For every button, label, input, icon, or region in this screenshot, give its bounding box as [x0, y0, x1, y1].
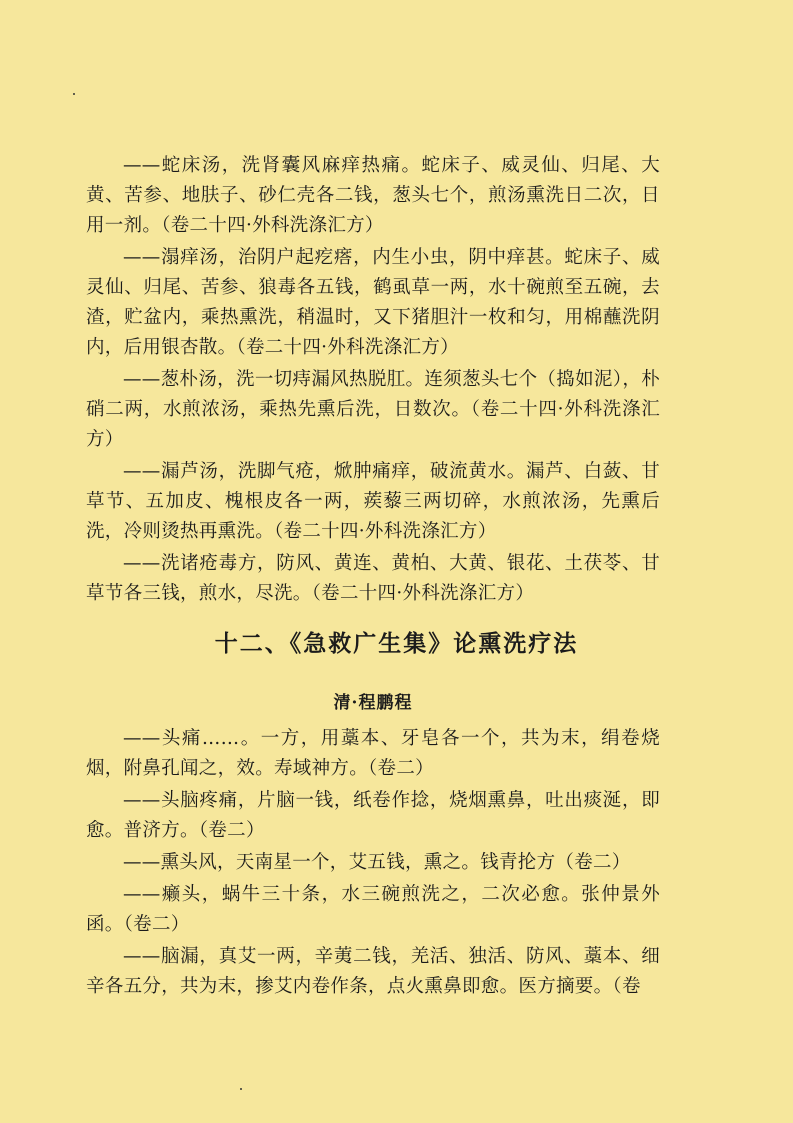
paragraph-xi-zhu-chuang-du-fang: ——洗诸疮毒方，防风、黄连、黄柏、大黄、银花、土茯苓、甘草节各三钱，煎水，尽洗。（卷二十四·外科洗涤汇方） [86, 553, 660, 604]
scan-speck [240, 1088, 242, 1090]
author-line: 清·程鹏程 [333, 693, 413, 713]
paragraph-cong-pu-tang: ——葱朴汤，洗一切痔漏风热脱肛。连须葱头七个（捣如泥），朴硝二两，水煎浓汤，乘热先熏后洗，日数次。（卷二十四·外科洗涤汇方） [86, 369, 660, 450]
paragraph-lai-tou: ——癞头，蜗牛三十条，水三碗煎洗之，二次必愈。张仲景外函。（卷二） [86, 884, 660, 935]
paragraph-she-chuang-tang: ——蛇床汤，洗肾囊风麻痒热痛。蛇床子、威灵仙、归尾、大黄、苦参、地肤子、砂仁壳各二钱，葱头七个，煎汤熏洗日二次，日用一剂。（卷二十四·外科洗涤汇方） [86, 155, 660, 236]
section-heading: 十二、《急救广生集》论熏洗疗法 [214, 630, 579, 657]
paragraph-ta-yang-tang: ——溻痒汤，治阴户起疙瘩，内生小虫，阴中痒甚。蛇床子、威灵仙、归尾、苦参、狼毒各五钱，鹤虱草一两，水十碗煎至五碗，去渣，贮盆内，乘热熏洗，稍温时，又下猪胆汁一枚和匀，用棉蘸洗阴内，后用银杏散。（卷二十四·外科洗涤汇方） [86, 247, 660, 358]
prescriptions-block-2 [86, 688, 660, 1004]
prescriptions-block-1 [86, 151, 660, 611]
paragraph-lou-lu-tang: ——漏芦汤，洗脚气疮，焮肿痛痒，破流黄水。漏芦、白蔹、甘草节、五加皮、槐根皮各一两，蒺藜三两切碎，水煎浓汤，先熏后洗，冷则烫热再熏洗。（卷二十四·外科洗涤汇方） [86, 461, 660, 542]
scan-speck [73, 93, 75, 95]
paragraph-headache: ——头痛……。一方，用藁本、牙皂各一个，共为末，绢卷烧烟，附鼻孔闻之，效。寿域神方。（卷二） [86, 728, 660, 779]
paragraph-head-brain-pain: ——头脑疼痛，片脑一钱，纸卷作捻，烧烟熏鼻，吐出痰涎，即愈。普济方。（卷二） [86, 790, 660, 841]
paragraph-head-wind: ——熏头风，天南星一个，艾五钱，熏之。钱青抡方（卷二） [123, 852, 631, 873]
paragraph-nao-lou: ——脑漏，真艾一两，辛荑二钱，羌活、独活、防风、藁本、细辛各五分，共为末，掺艾内卷作条，点火熏鼻即愈。医方摘要。（卷 [86, 946, 660, 997]
